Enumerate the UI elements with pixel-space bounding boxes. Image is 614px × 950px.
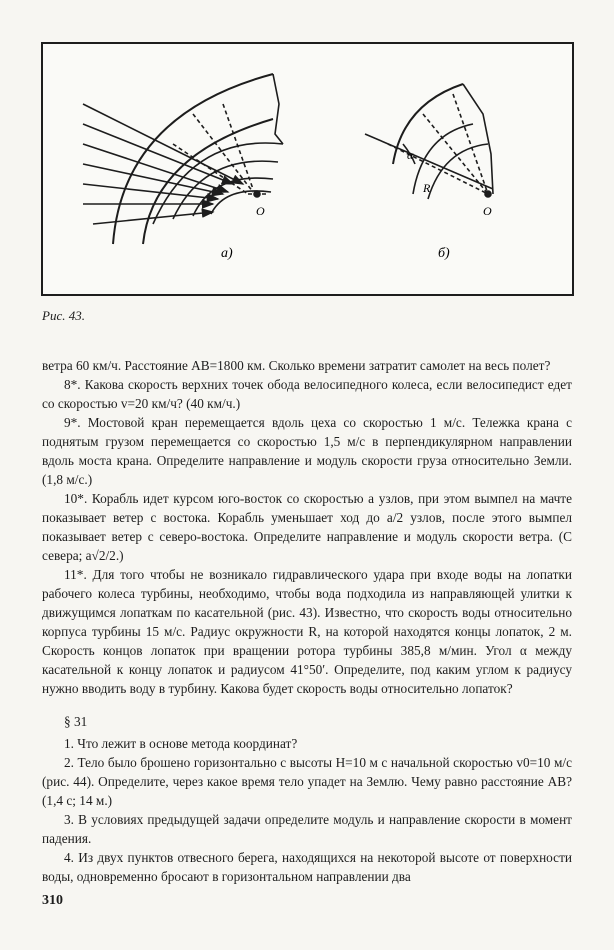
paragraph-11: 11*. Для того чтобы не возникало гидравлического удара при входе воды на лопатки рабочего колеса турбины, необходимо, чтобы вода подходила из направляющей улитки к движущимся лопаткам по касательной (рис. 43). Известно, что скорость воды относительно корпуса турбины 15 м/с. Радиус окружности R, на которой находятся концы лопаток, 2 м. Скорость концов лопаток при вращении ротора турбины 385,8 м/мин. Угол α между касательной к концу лопаток и радиусом 41°50′. Определите, под каким углом к радиусу нужно вводить воду в турбину. Какова будет скорость воды относительно лопаток? xyxy=(42,567,573,696)
question-1: 1. Что лежит в основе метода координат? xyxy=(64,736,298,751)
question-3: 3. В условиях предыдущей задачи определите модуль и направление скорости в момент падения. xyxy=(42,812,572,846)
section-heading: § 31 xyxy=(64,714,88,729)
question-4: 4. Из двух пунктов отвесного берега, находящихся на некоторой высоте от поверхности воды, одновременно бросают в горизонтальном направлении два xyxy=(42,850,572,884)
label-a: а) xyxy=(221,246,233,261)
figure-43 xyxy=(41,42,574,296)
label-b: б) xyxy=(438,246,450,261)
page-number: 310 xyxy=(42,893,63,908)
question-2: 2. Тело было брошено горизонтально с высоты H=10 м с начальной скоростью v0=10 м/с (рис. 44). Определите, через какое время тело упадет на Землю. Чему равно расстояние AB? (1,4 с; 14 м.) xyxy=(42,755,572,808)
body-text xyxy=(42,356,572,886)
label-o2: O xyxy=(483,204,492,218)
label-r: R xyxy=(423,181,431,195)
diagram-a xyxy=(83,74,283,244)
paragraph-1: ветра 60 км/ч. Расстояние AB=1800 км. Сколько времени затратит самолет на весь полет? xyxy=(42,358,551,373)
paragraph-9: 9*. Мостовой кран перемещается вдоль цеха со скоростью 1 м/с. Тележка крана с поднятым грузом перемещается со скоростью 1,5 м/с в перпендикулярном направлении вдоль моста крана. Определите направление и модуль скорости груза относительно Земли. (1,8 м/с.) xyxy=(42,415,572,487)
paragraph-10: 10*. Корабль идет курсом юго-восток со скоростью a узлов, при этом вымпел на мачте показывает ветер с востока. Корабль уменьшает ход до a/2 узлов, после этого вымпел показывает ветер с северо-востока. Определите направление и модуль скорости ветра. (С севера; a√2/2.) xyxy=(42,491,572,563)
figure-caption: Рис. 43. xyxy=(42,308,85,323)
paragraph-8: 8*. Какова скорость верхних точек обода велосипедного колеса, если велосипедист едет со скоростью v=20 км/ч? (40 км/ч.) xyxy=(42,377,572,411)
label-alpha: α xyxy=(407,148,414,162)
label-o1: O xyxy=(256,204,265,218)
turbine-diagram xyxy=(43,44,576,298)
